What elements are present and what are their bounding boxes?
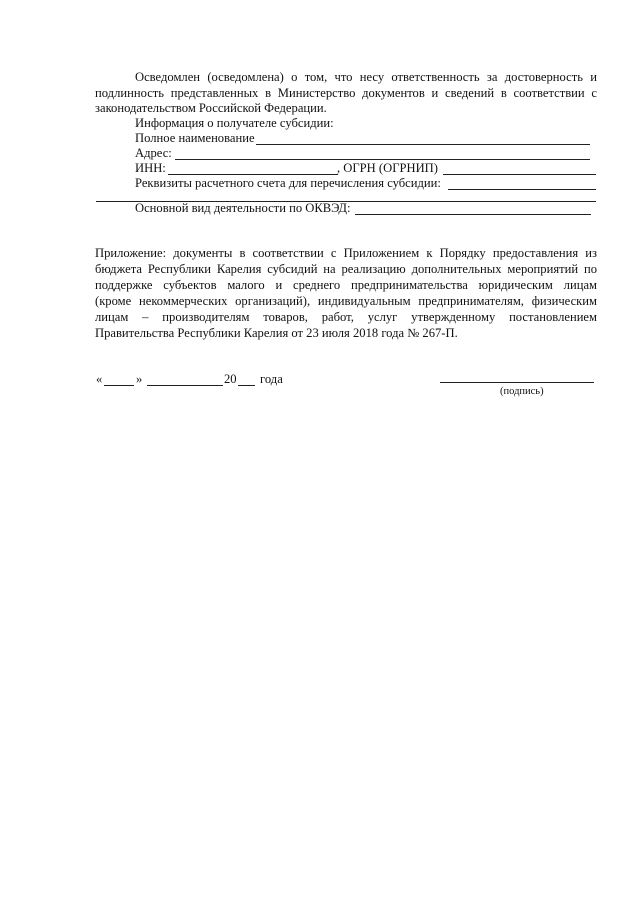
date-year-field[interactable] xyxy=(238,385,255,386)
date-year-suffix: года xyxy=(260,372,283,386)
full-name-field[interactable] xyxy=(256,144,590,145)
account-label: Реквизиты расчетного счета для перечисления субсидии: xyxy=(135,176,441,190)
okved-label: Основной вид деятельности по ОКВЭД: xyxy=(135,201,351,215)
ogrn-field[interactable] xyxy=(443,174,596,175)
okved-field[interactable] xyxy=(355,214,591,215)
attachment-line-5: лицам – производителям товаров, работ, услуг утвержденному постановлением xyxy=(95,310,597,324)
intro-line-3: законодательством Российской Федерации. xyxy=(95,101,327,115)
attachment-line-3: поддержке субъектов малого и среднего предпринимательства юридическим лицам xyxy=(95,278,597,292)
info-heading: Информация о получателе субсидии: xyxy=(135,116,334,130)
attachment-line-6: Правительства Республики Карелия от 23 июля 2018 года № 267-П. xyxy=(95,326,458,340)
date-year-prefix: 20 xyxy=(224,372,237,386)
attachment-line-4: (кроме некоммерческих организаций), индивидуальным предпринимателям, физическим xyxy=(95,294,597,308)
intro-line-2: подлинность представленных в Министерство документов и сведений в соответствии с xyxy=(95,86,597,100)
account-field[interactable] xyxy=(448,189,596,190)
date-close-quote: » xyxy=(136,372,143,386)
ogrn-label: , ОГРН (ОГРНИП) xyxy=(337,161,438,175)
full-name-label: Полное наименование xyxy=(135,131,255,145)
inn-field[interactable] xyxy=(168,174,338,175)
inn-label: ИНН: xyxy=(135,161,166,175)
address-label: Адрес: xyxy=(135,146,172,160)
attachment-line-2: бюджета Республики Карелия субсидий на реализацию дополнительных мероприятий по xyxy=(95,262,597,276)
signature-field[interactable] xyxy=(440,382,594,383)
signature-caption: (подпись) xyxy=(500,386,544,397)
address-field[interactable] xyxy=(175,159,590,160)
intro-line-1: Осведомлен (осведомлена) о том, что несу ответственность за достоверность и xyxy=(135,70,597,84)
date-open-quote: « xyxy=(96,372,103,386)
attachment-line-1: Приложение: документы в соответствии с Приложением к Порядку предоставления из xyxy=(95,246,597,260)
date-day-field[interactable] xyxy=(104,385,134,386)
date-month-field[interactable] xyxy=(147,385,223,386)
